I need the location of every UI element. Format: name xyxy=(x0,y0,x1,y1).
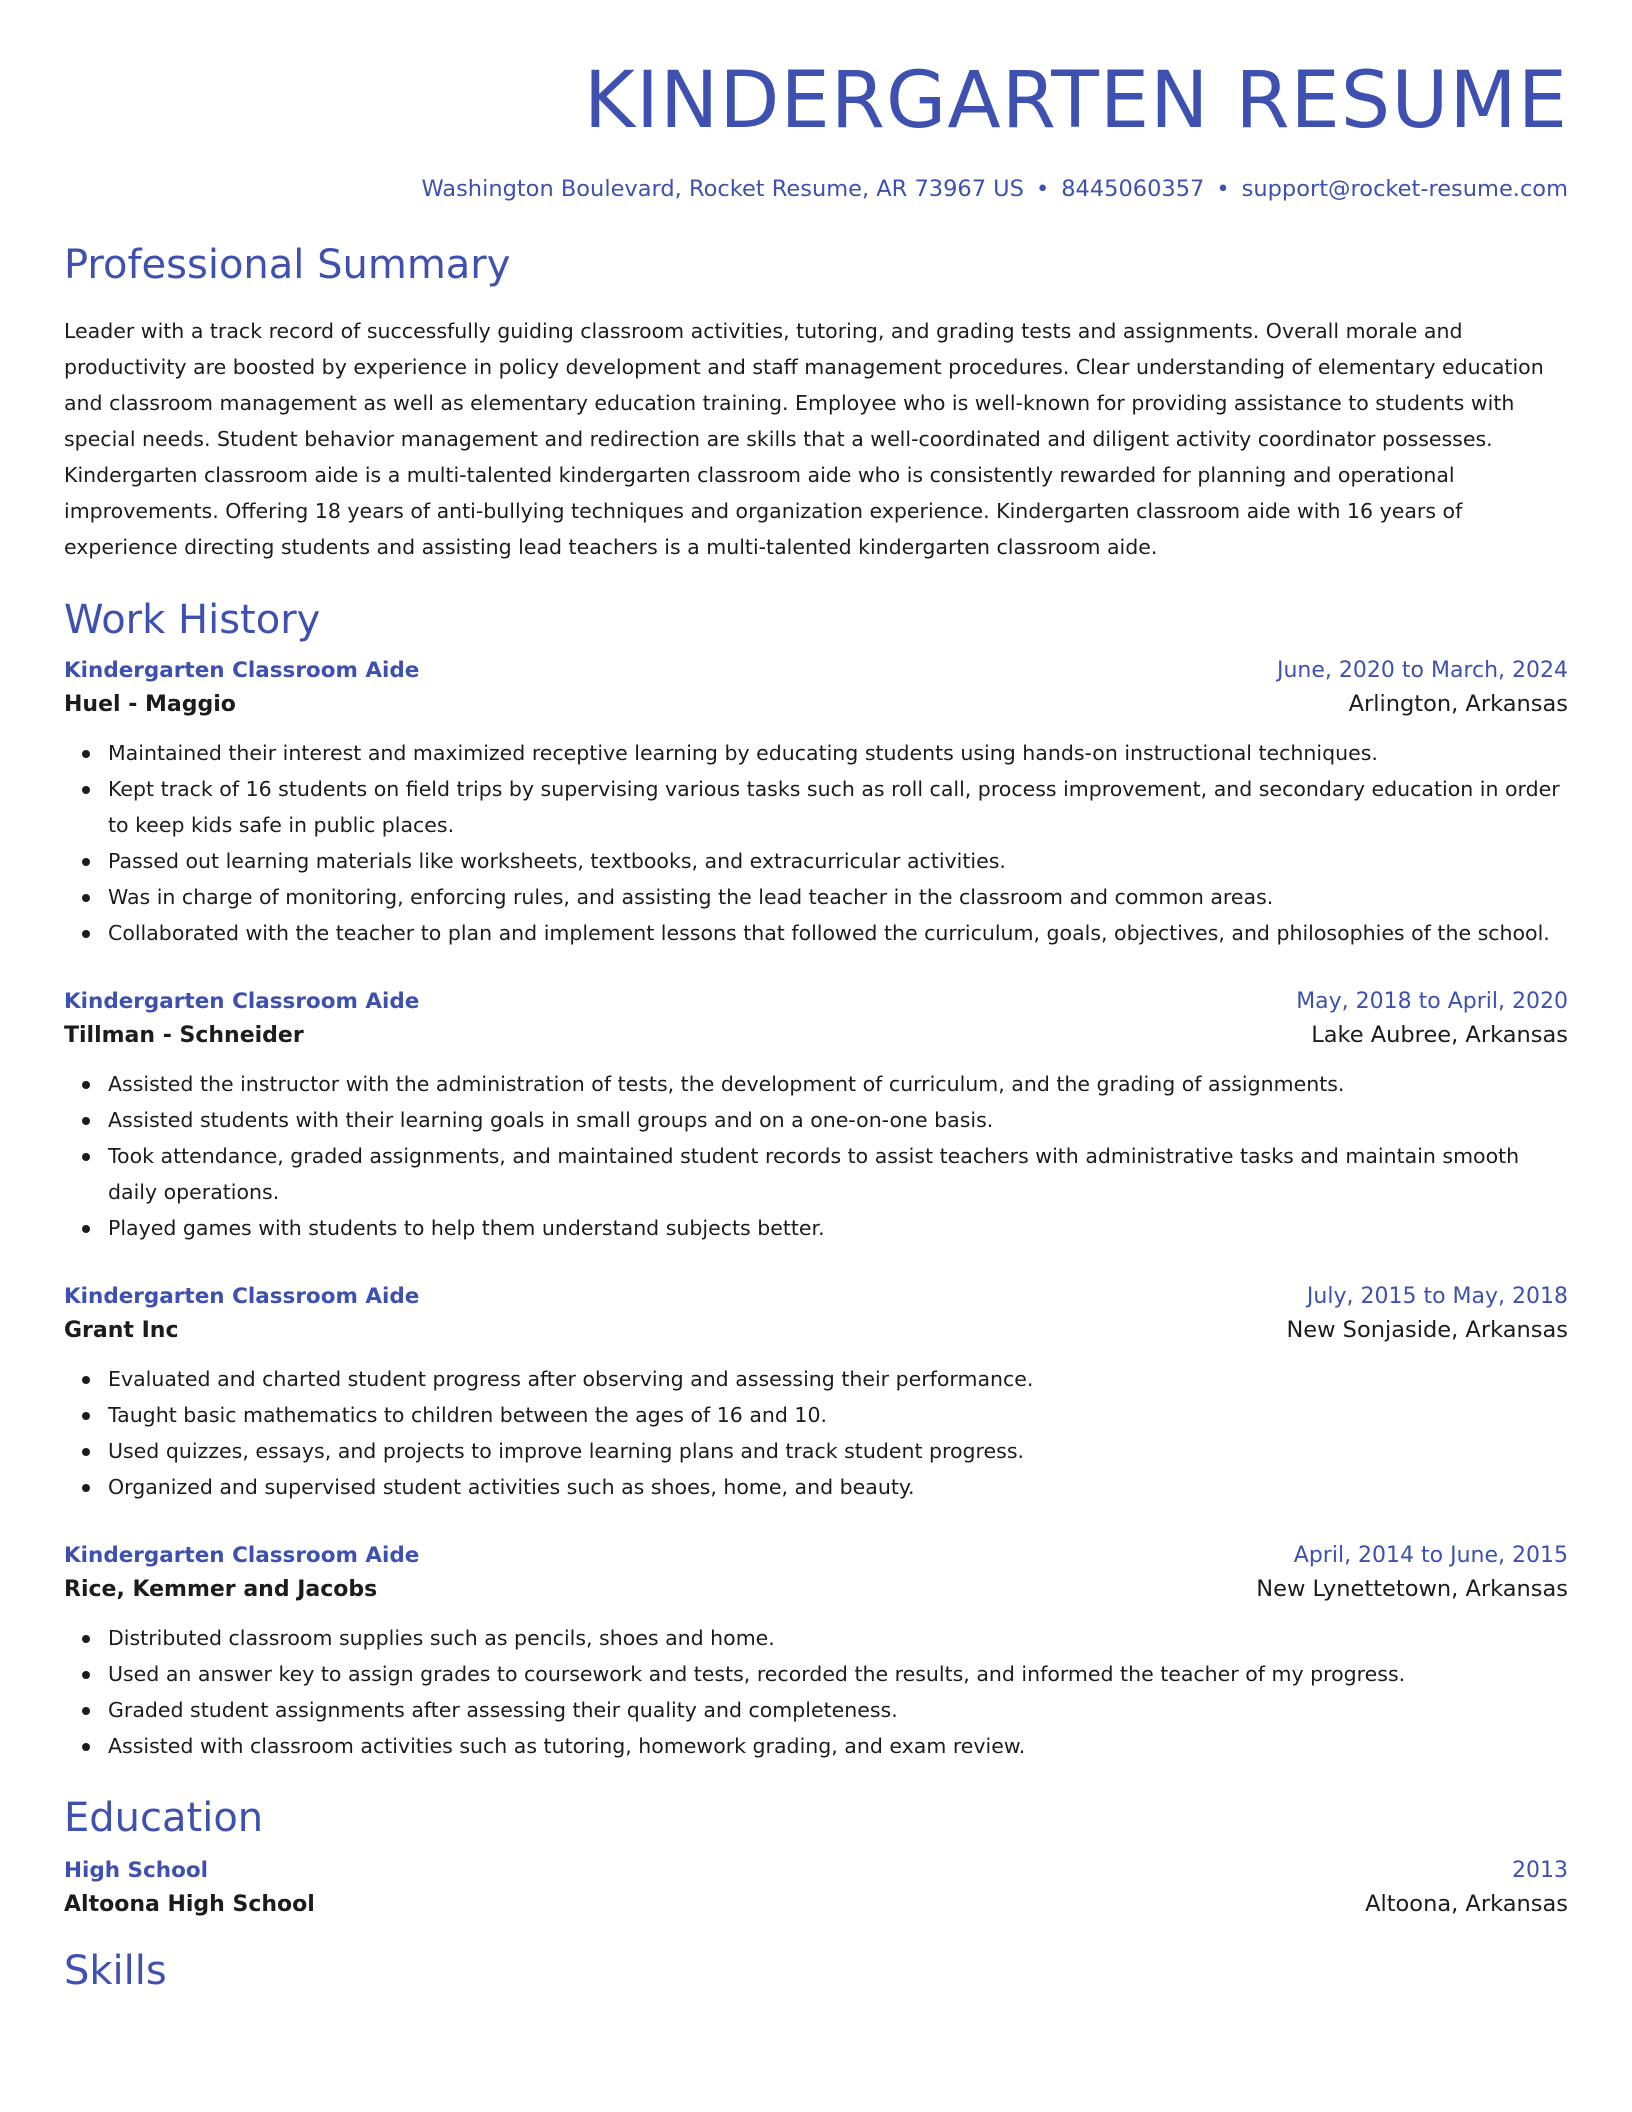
job-bullet: Passed out learning materials like worksheets, textbooks, and extracurricular activities. xyxy=(64,843,1568,879)
job-title-row xyxy=(64,658,1568,683)
job-title-row xyxy=(64,989,1568,1014)
job-bullet: Played games with students to help them understand subjects better. xyxy=(64,1210,1568,1246)
resume-name: KINDERGARTEN RESUME xyxy=(583,56,1568,146)
contact-phone: 8445060357 xyxy=(1061,176,1205,202)
work-history-list xyxy=(64,658,1568,1764)
job-bullet: Assisted students with their learning goals in small groups and on a one-on-one basis. xyxy=(64,1102,1568,1138)
job-title-row xyxy=(64,1543,1568,1568)
job-title: Kindergarten Classroom Aide xyxy=(64,1543,420,1568)
skills-heading: Skills xyxy=(64,1948,167,1994)
job-company-row xyxy=(64,1576,1568,1602)
job-dates: July, 2015 to May, 2018 xyxy=(1306,1284,1568,1309)
job-location: New Lynettetown, Arkansas xyxy=(1256,1576,1568,1602)
job-bullet-list xyxy=(64,735,1568,951)
job-bullet: Kept track of 16 students on field trips by supervising various tasks such as roll call, process improvement, and secondary education in order to keep kids safe in public places. xyxy=(64,771,1568,843)
job-entry xyxy=(64,1284,1568,1505)
job-dates: April, 2014 to June, 2015 xyxy=(1293,1543,1568,1568)
job-bullet: Evaluated and charted student progress after observing and assessing their performance. xyxy=(64,1361,1568,1397)
job-entry xyxy=(64,989,1568,1246)
job-bullet: Organized and supervised student activities such as shoes, home, and beauty. xyxy=(64,1469,1568,1505)
job-dates: May, 2018 to April, 2020 xyxy=(1296,989,1568,1014)
education-year: 2013 xyxy=(1512,1858,1568,1883)
job-bullet: Used quizzes, essays, and projects to improve learning plans and track student progress. xyxy=(64,1433,1568,1469)
job-bullet-list xyxy=(64,1361,1568,1505)
job-company: Grant Inc xyxy=(64,1318,179,1343)
education-heading: Education xyxy=(64,1795,264,1841)
job-company: Rice, Kemmer and Jacobs xyxy=(64,1577,378,1602)
job-bullet: Was in charge of monitoring, enforcing rules, and assisting the lead teacher in the classroom and common areas. xyxy=(64,879,1568,915)
education-school-row xyxy=(64,1891,1568,1917)
job-company: Huel - Maggio xyxy=(64,692,236,717)
job-company-row xyxy=(64,1022,1568,1048)
job-bullet: Assisted with classroom activities such as tutoring, homework grading, and exam review. xyxy=(64,1728,1568,1764)
job-bullet: Used an answer key to assign grades to coursework and tests, recorded the results, and informed the teacher of my progress. xyxy=(64,1656,1568,1692)
job-title: Kindergarten Classroom Aide xyxy=(64,1284,420,1309)
contact-address: Washington Boulevard, Rocket Resume, AR 73967 US xyxy=(421,176,1024,202)
job-company: Tillman - Schneider xyxy=(64,1023,304,1048)
education-row xyxy=(64,1858,1568,1883)
job-dates: June, 2020 to March, 2024 xyxy=(1277,658,1568,683)
job-entry xyxy=(64,1543,1568,1764)
job-bullet: Taught basic mathematics to children between the ages of 16 and 10. xyxy=(64,1397,1568,1433)
education-degree: High School xyxy=(64,1858,208,1883)
job-bullet-list xyxy=(64,1620,1568,1764)
job-bullet: Graded student assignments after assessing their quality and completeness. xyxy=(64,1692,1568,1728)
summary-text: Leader with a track record of successfully guiding classroom activities, tutoring, and grading tests and assignments. Overall morale and productivity are boosted by experience in policy development and staff management procedures. Clear understanding of elementary education and classroom management as well as elementary education training. Employee who is well-known for providing assistance to students with special needs. Student behavior management and redirection are skills that a well-coordinated and diligent activity coordinator possesses. Kindergarten classroom aide is a multi-talented kindergarten classroom aide who is consistently rewarded for planning and operational improvements. Offering 18 years of anti-bullying techniques and organization experience. Kindergarten classroom aide with 16 years of experience directing students and assisting lead teachers is a multi-talented kindergarten classroom aide. xyxy=(64,319,1544,559)
education-school: Altoona High School xyxy=(64,1892,315,1917)
job-title-row xyxy=(64,1284,1568,1309)
job-location: Lake Aubree, Arkansas xyxy=(1311,1022,1568,1048)
contact-email: support@rocket-resume.com xyxy=(1241,176,1568,202)
job-bullet: Assisted the instructor with the administration of tests, the development of curriculum, and the grading of assignments. xyxy=(64,1066,1568,1102)
job-title: Kindergarten Classroom Aide xyxy=(64,658,420,683)
work-history-heading: Work History xyxy=(64,597,321,643)
job-bullet: Collaborated with the teacher to plan and implement lessons that followed the curriculum, goals, objectives, and philosophies of the school. xyxy=(64,915,1568,951)
contact-separator: • xyxy=(1216,176,1230,202)
job-company-row xyxy=(64,1317,1568,1343)
contact-line xyxy=(64,176,1568,202)
job-bullet: Distributed classroom supplies such as pencils, shoes and home. xyxy=(64,1620,1568,1656)
resume-header xyxy=(64,0,1568,202)
job-location: New Sonjaside, Arkansas xyxy=(1286,1317,1568,1343)
job-title: Kindergarten Classroom Aide xyxy=(64,989,420,1014)
education-location: Altoona, Arkansas xyxy=(1365,1891,1568,1917)
job-company-row xyxy=(64,691,1568,717)
job-bullet-list xyxy=(64,1066,1568,1246)
contact-separator: • xyxy=(1035,176,1050,202)
job-location: Arlington, Arkansas xyxy=(1348,691,1568,717)
job-entry xyxy=(64,658,1568,951)
job-bullet: Took attendance, graded assignments, and maintained student records to assist teachers with administrative tasks and maintain smooth daily operations. xyxy=(64,1138,1568,1210)
summary-heading: Professional Summary xyxy=(64,242,511,288)
job-bullet: Maintained their interest and maximized receptive learning by educating students using hands-on instructional techniques. xyxy=(64,735,1568,771)
